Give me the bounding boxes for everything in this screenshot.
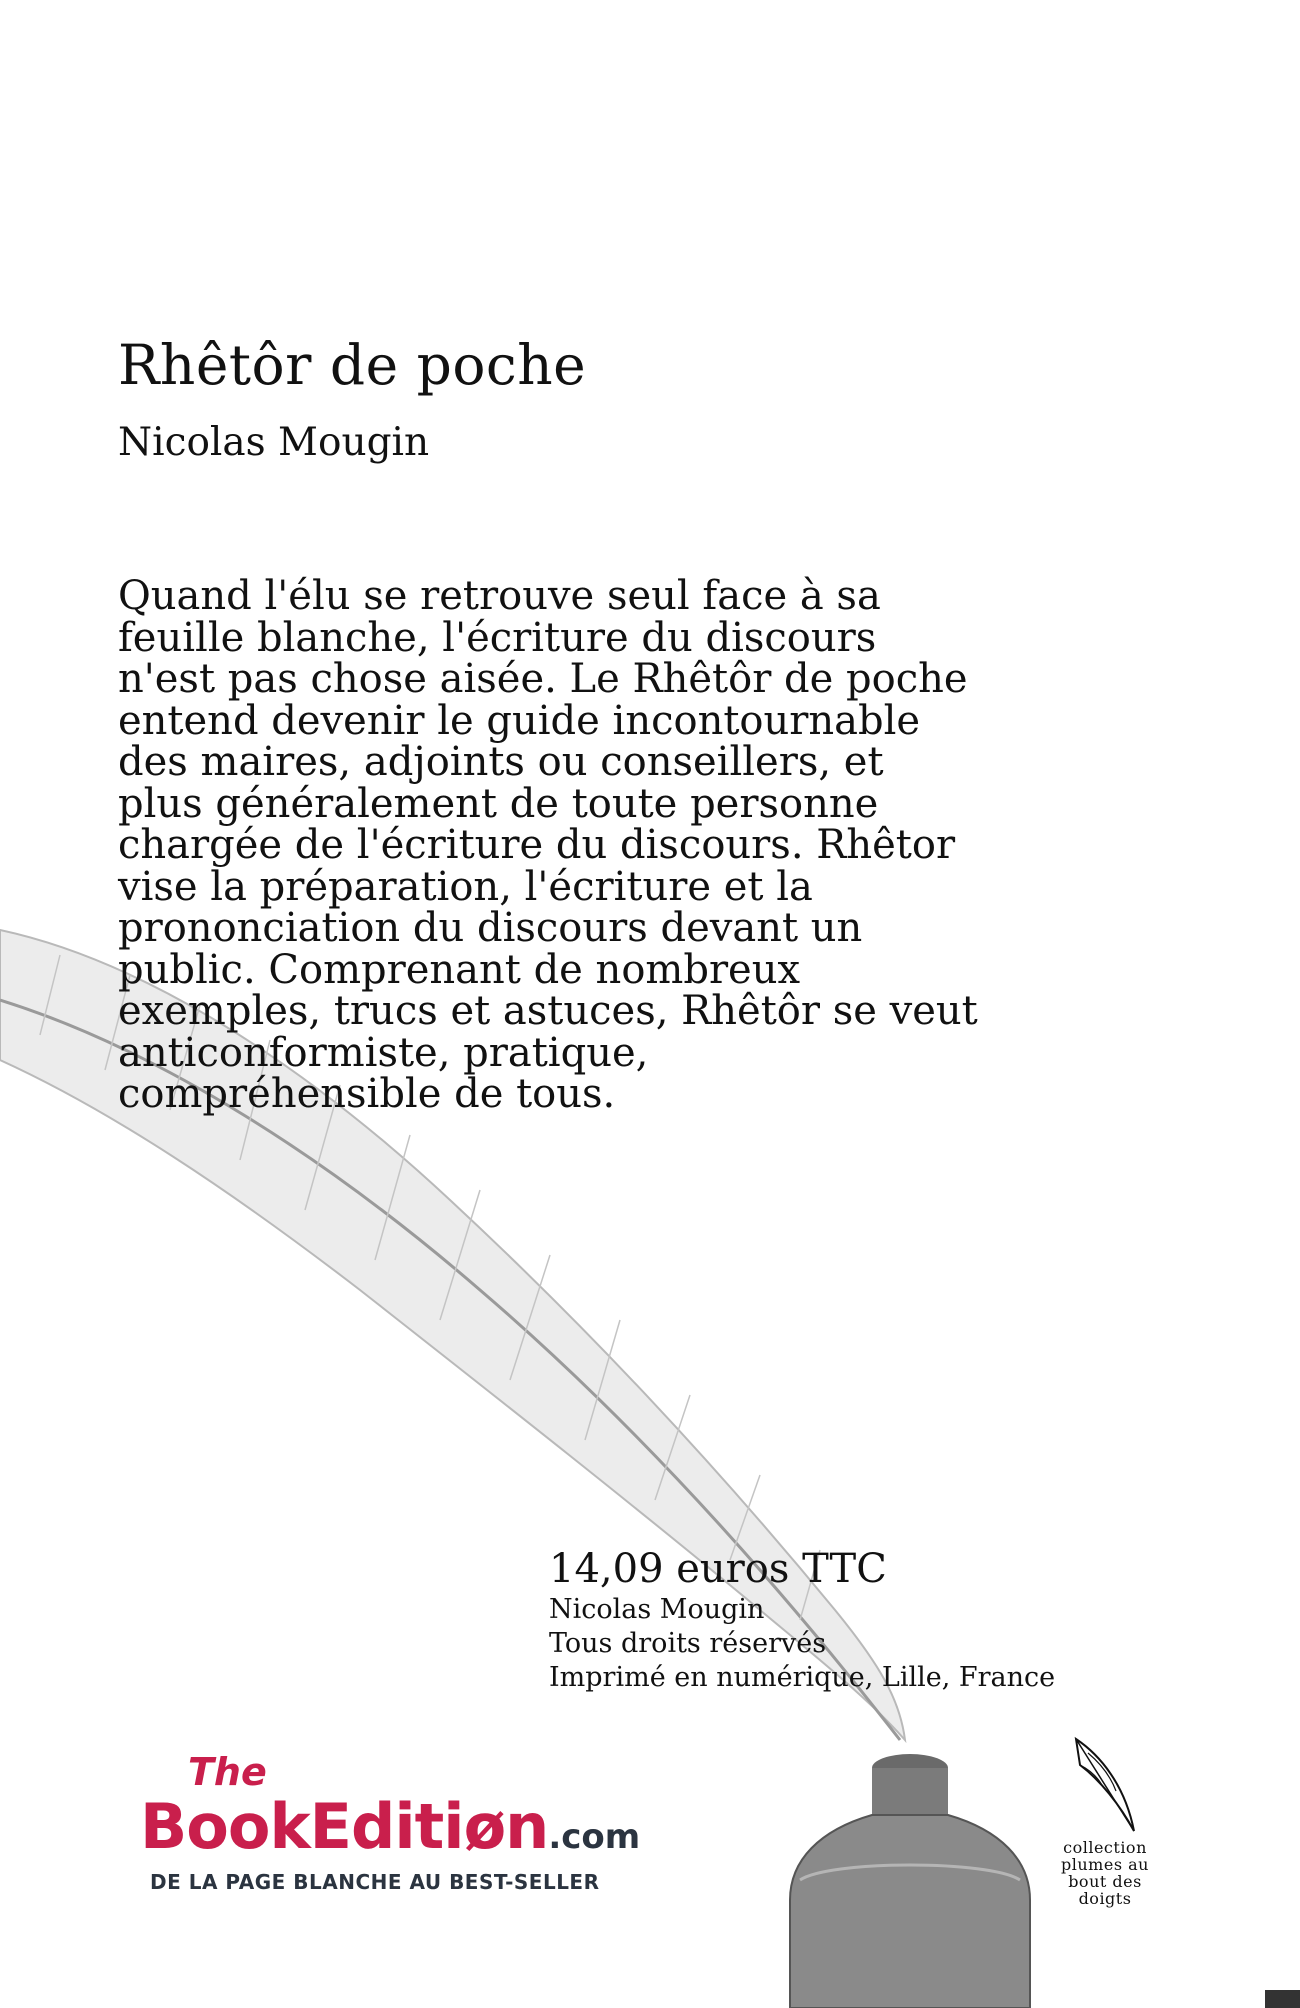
collection-line: plumes au	[1061, 1855, 1149, 1874]
book-blurb: Quand l'élu se retrouve seul face à sa feuille blanche, l'écriture du discours n'est pas chose aisée. Le Rhêtôr de poche entend devenir le guide incontournable des maires, adjoints ou conseillers, et plus généralement de toute personne chargée de l'écriture du discours. Rhêtor vise la préparation, l'écriture et la prononciation du discours devant un public. Comprenant de nombreux exemples, trucs et astuces, Rhêtôr se veut anticonformiste, pratique, compréhensible de tous.	[118, 573, 978, 1117]
colophon-rights: Tous droits réservés	[549, 1628, 827, 1659]
collection-line: bout des	[1068, 1872, 1142, 1891]
collection-badge	[1040, 1735, 1170, 1907]
book-author: Nicolas Mougin	[118, 420, 430, 465]
logo-brand-text: BookEditi	[140, 1790, 464, 1863]
price: 14,09 euros TTC	[549, 1546, 887, 1592]
collection-label	[1040, 1839, 1170, 1907]
collection-line: doigts	[1078, 1889, 1132, 1908]
colophon-printing: Imprimé en numérique, Lille, France	[549, 1662, 1056, 1693]
logo-dotcom: .com	[548, 1817, 641, 1857]
logo-brand	[140, 1790, 640, 1863]
feather-icon	[1070, 1735, 1140, 1835]
logo-o-slash-icon: ø	[463, 1790, 506, 1863]
book-title: Rhêtôr de poche	[118, 332, 587, 397]
logo-brand-end: n	[505, 1790, 549, 1863]
colophon-author: Nicolas Mougin	[549, 1594, 765, 1625]
collection-line: collection	[1063, 1838, 1147, 1857]
colophon	[549, 1545, 1055, 1695]
logo-tagline: DE LA PAGE BLANCHE AU BEST-SELLER	[150, 1870, 600, 1894]
logo-the: The	[188, 1750, 267, 1794]
